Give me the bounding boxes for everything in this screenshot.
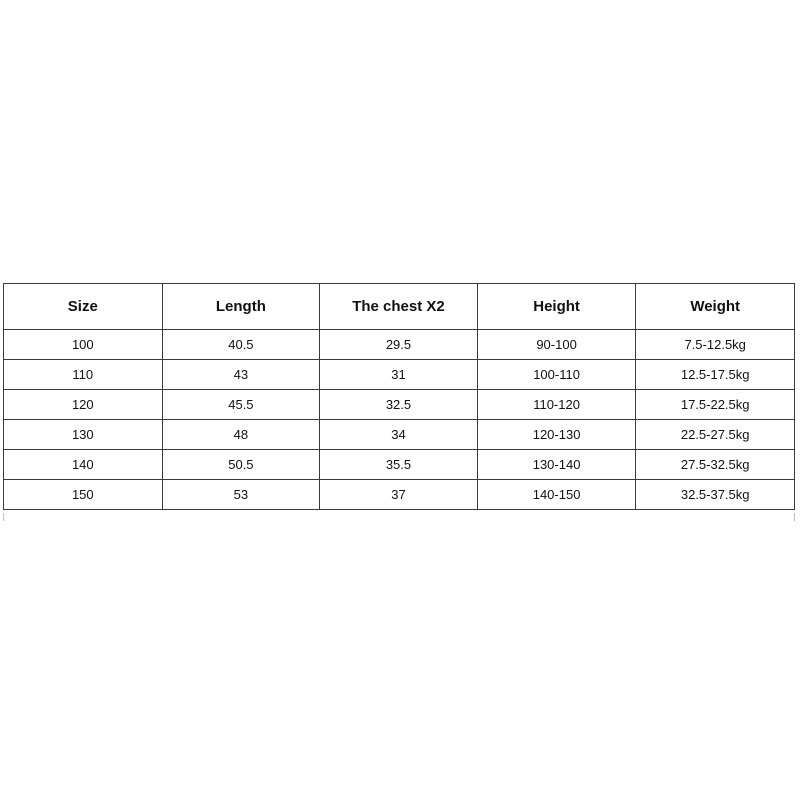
table-edge-left <box>3 513 4 521</box>
table-row <box>4 450 795 480</box>
cell-size: 140 <box>4 450 163 480</box>
cell-size: 100 <box>4 330 163 360</box>
cell-height: 130-140 <box>477 450 636 480</box>
table-row <box>4 480 795 510</box>
header-chest: The chest X2 <box>320 284 478 330</box>
cell-size: 150 <box>4 480 163 510</box>
cell-size: 110 <box>4 360 163 390</box>
table-row <box>4 390 795 420</box>
cell-weight: 22.5-27.5kg <box>636 420 795 450</box>
cell-weight: 7.5-12.5kg <box>636 330 795 360</box>
cell-chest: 35.5 <box>320 450 478 480</box>
cell-length: 43 <box>162 360 320 390</box>
cell-weight: 17.5-22.5kg <box>636 390 795 420</box>
size-chart-table <box>3 283 795 510</box>
cell-chest: 29.5 <box>320 330 478 360</box>
cell-chest: 32.5 <box>320 390 478 420</box>
cell-height: 110-120 <box>477 390 636 420</box>
cell-height: 140-150 <box>477 480 636 510</box>
header-height: Height <box>477 284 636 330</box>
cell-weight: 32.5-37.5kg <box>636 480 795 510</box>
size-chart <box>3 283 797 510</box>
cell-weight: 27.5-32.5kg <box>636 450 795 480</box>
table-row <box>4 420 795 450</box>
header-length: Length <box>162 284 320 330</box>
cell-length: 50.5 <box>162 450 320 480</box>
cell-chest: 31 <box>320 360 478 390</box>
cell-length: 45.5 <box>162 390 320 420</box>
cell-length: 40.5 <box>162 330 320 360</box>
table-row <box>4 330 795 360</box>
cell-weight: 12.5-17.5kg <box>636 360 795 390</box>
cell-chest: 37 <box>320 480 478 510</box>
table-edge-right <box>794 513 795 521</box>
header-row <box>4 284 795 330</box>
cell-length: 48 <box>162 420 320 450</box>
cell-length: 53 <box>162 480 320 510</box>
cell-chest: 34 <box>320 420 478 450</box>
cell-size: 120 <box>4 390 163 420</box>
cell-height: 90-100 <box>477 330 636 360</box>
header-weight: Weight <box>636 284 795 330</box>
cell-size: 130 <box>4 420 163 450</box>
header-size: Size <box>4 284 163 330</box>
table-row <box>4 360 795 390</box>
cell-height: 100-110 <box>477 360 636 390</box>
cell-height: 120-130 <box>477 420 636 450</box>
